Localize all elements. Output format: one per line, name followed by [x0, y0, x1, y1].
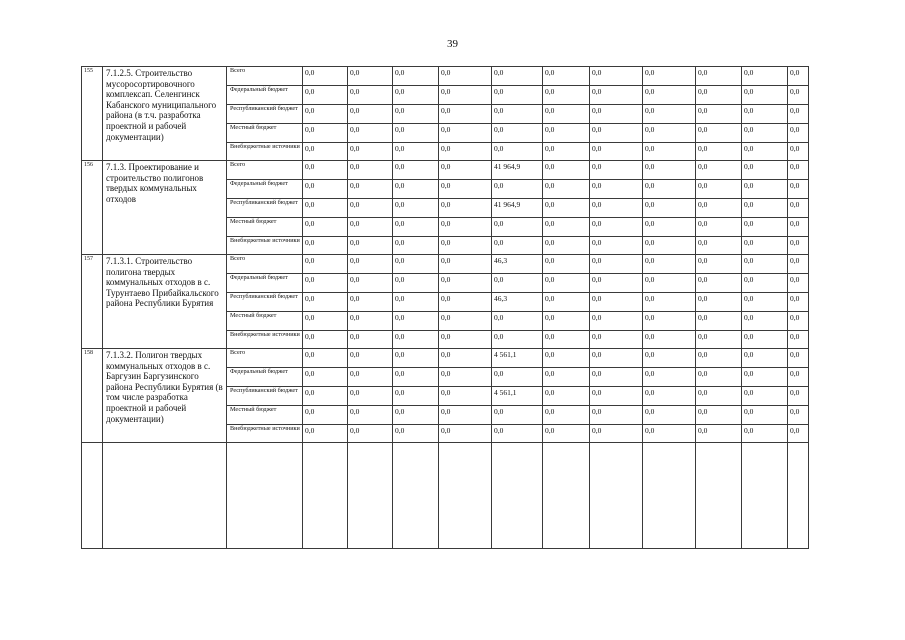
- funding-value: 0,0: [742, 425, 788, 443]
- measure-name: 7.1.3. Проектирование и строительство полигонов твердых коммунальных отходов: [103, 161, 227, 255]
- table-body: [82, 67, 809, 549]
- funding-value: 0,0: [590, 180, 643, 199]
- table-row: [82, 349, 809, 368]
- funding-value: 0,0: [543, 312, 590, 331]
- funding-value: 0,0: [590, 349, 643, 368]
- funding-value: 0,0: [788, 255, 809, 274]
- funding-value: 0,0: [643, 274, 696, 293]
- funding-value: 0,0: [643, 199, 696, 218]
- funding-value: 0,0: [439, 143, 492, 161]
- funding-value: 0,0: [696, 349, 742, 368]
- funding-value: 0,0: [393, 387, 439, 406]
- funding-value: 0,0: [696, 237, 742, 255]
- funding-value: 0,0: [439, 368, 492, 387]
- empty-cell: [492, 443, 543, 549]
- row-number: 158: [82, 349, 103, 443]
- funding-value: 0,0: [590, 161, 643, 180]
- funding-value: 0,0: [439, 387, 492, 406]
- funding-value: 0,0: [742, 387, 788, 406]
- row-number: 157: [82, 255, 103, 349]
- funding-value: 0,0: [788, 237, 809, 255]
- funding-value: 0,0: [348, 143, 393, 161]
- funding-value: 0,0: [696, 161, 742, 180]
- funding-value: 0,0: [696, 86, 742, 105]
- funding-value: 0,0: [590, 293, 643, 312]
- funding-source: Всего: [227, 67, 303, 86]
- funding-source: Федеральный бюджет: [227, 274, 303, 293]
- funding-value: 0,0: [643, 406, 696, 425]
- empty-cell: [227, 443, 303, 549]
- funding-value: 0,0: [643, 218, 696, 237]
- funding-value: 0,0: [543, 105, 590, 124]
- funding-value: 0,0: [348, 368, 393, 387]
- funding-value: 0,0: [393, 349, 439, 368]
- funding-value: 0,0: [492, 312, 543, 331]
- funding-value: 0,0: [303, 124, 348, 143]
- funding-value: 0,0: [303, 312, 348, 331]
- funding-value: 0,0: [643, 425, 696, 443]
- funding-source: Всего: [227, 349, 303, 368]
- funding-value: 0,0: [492, 67, 543, 86]
- funding-value: 0,0: [492, 331, 543, 349]
- funding-value: 0,0: [543, 124, 590, 143]
- funding-value: 0,0: [348, 161, 393, 180]
- funding-source: Местный бюджет: [227, 406, 303, 425]
- funding-value: 0,0: [303, 368, 348, 387]
- funding-source: Внебюджетные источники: [227, 331, 303, 349]
- funding-value: 0,0: [303, 293, 348, 312]
- funding-source: Местный бюджет: [227, 124, 303, 143]
- funding-value: 0,0: [696, 124, 742, 143]
- funding-value: 0,0: [643, 293, 696, 312]
- funding-value: 0,0: [788, 124, 809, 143]
- funding-value: 0,0: [393, 180, 439, 199]
- funding-value: 0,0: [348, 406, 393, 425]
- funding-value: 0,0: [788, 331, 809, 349]
- funding-value: 0,0: [788, 218, 809, 237]
- funding-value: 0,0: [643, 312, 696, 331]
- funding-value: 0,0: [696, 105, 742, 124]
- funding-value: 0,0: [590, 312, 643, 331]
- funding-value: 0,0: [393, 255, 439, 274]
- funding-source: Внебюджетные источники: [227, 143, 303, 161]
- funding-value: 0,0: [643, 180, 696, 199]
- funding-value: 0,0: [590, 368, 643, 387]
- funding-value: 0,0: [742, 349, 788, 368]
- funding-value: 0,0: [696, 180, 742, 199]
- funding-value: 0,0: [348, 124, 393, 143]
- funding-value: 0,0: [393, 293, 439, 312]
- funding-value: 0,0: [590, 199, 643, 218]
- funding-value: 0,0: [543, 274, 590, 293]
- funding-value: 0,0: [643, 349, 696, 368]
- funding-value: 0,0: [348, 218, 393, 237]
- funding-value: 0,0: [788, 293, 809, 312]
- funding-value: 0,0: [742, 331, 788, 349]
- funding-value: 0,0: [303, 387, 348, 406]
- funding-source: Республиканский бюджет: [227, 293, 303, 312]
- funding-value: 0,0: [788, 86, 809, 105]
- budget-table: [81, 66, 809, 549]
- funding-value: 0,0: [492, 218, 543, 237]
- funding-value: 0,0: [439, 199, 492, 218]
- funding-value: 0,0: [439, 180, 492, 199]
- funding-value: 0,0: [393, 218, 439, 237]
- funding-value: 0,0: [643, 161, 696, 180]
- funding-value: 0,0: [788, 199, 809, 218]
- funding-value: 0,0: [348, 237, 393, 255]
- funding-value: 0,0: [543, 161, 590, 180]
- funding-value: 0,0: [643, 67, 696, 86]
- funding-value: 0,0: [742, 86, 788, 105]
- funding-value: 0,0: [788, 274, 809, 293]
- funding-value: 0,0: [303, 255, 348, 274]
- funding-value: 0,0: [696, 143, 742, 161]
- funding-value: 0,0: [303, 349, 348, 368]
- funding-source: Федеральный бюджет: [227, 86, 303, 105]
- funding-value: 0,0: [303, 425, 348, 443]
- funding-source: Республиканский бюджет: [227, 199, 303, 218]
- funding-value: 0,0: [696, 293, 742, 312]
- funding-value: 0,0: [492, 180, 543, 199]
- funding-value: 0,0: [742, 67, 788, 86]
- funding-value: 0,0: [303, 199, 348, 218]
- funding-value: 0,0: [303, 143, 348, 161]
- funding-value: 0,0: [393, 161, 439, 180]
- funding-value: 0,0: [696, 199, 742, 218]
- funding-value: 0,0: [643, 255, 696, 274]
- funding-value: 0,0: [543, 425, 590, 443]
- funding-source: Внебюджетные источники: [227, 425, 303, 443]
- empty-cell: [543, 443, 590, 549]
- funding-value: 0,0: [788, 387, 809, 406]
- empty-cell: [303, 443, 348, 549]
- funding-value: 0,0: [543, 199, 590, 218]
- funding-value: 0,0: [543, 143, 590, 161]
- funding-value: 0,0: [348, 255, 393, 274]
- funding-value: 0,0: [439, 255, 492, 274]
- funding-value: 0,0: [393, 124, 439, 143]
- measure-name: 7.1.3.2. Полигон твердых коммунальных отходов в с. Баргузин Баргузинского района Республики Бурятия (в том числе разработка проектной и рабочей документации): [103, 349, 227, 443]
- funding-value: 0,0: [696, 218, 742, 237]
- funding-source: Республиканский бюджет: [227, 105, 303, 124]
- funding-value: 0,0: [788, 406, 809, 425]
- funding-value: 0,0: [303, 331, 348, 349]
- funding-value: 0,0: [788, 67, 809, 86]
- funding-value: 0,0: [696, 274, 742, 293]
- funding-value: 0,0: [543, 237, 590, 255]
- row-number: 155: [82, 67, 103, 161]
- funding-value: 0,0: [696, 255, 742, 274]
- funding-value: 0,0: [439, 312, 492, 331]
- funding-value: 0,0: [590, 218, 643, 237]
- funding-value: 0,0: [590, 406, 643, 425]
- funding-value: 0,0: [788, 425, 809, 443]
- funding-value: 4 561,1: [492, 349, 543, 368]
- funding-value: 0,0: [590, 331, 643, 349]
- funding-value: 0,0: [348, 105, 393, 124]
- funding-source: Федеральный бюджет: [227, 368, 303, 387]
- funding-value: 0,0: [393, 143, 439, 161]
- funding-value: 0,0: [643, 143, 696, 161]
- funding-value: 0,0: [348, 86, 393, 105]
- funding-value: 0,0: [393, 331, 439, 349]
- funding-value: 41 964,9: [492, 161, 543, 180]
- funding-value: 0,0: [393, 199, 439, 218]
- funding-value: 0,0: [543, 293, 590, 312]
- funding-value: 0,0: [439, 349, 492, 368]
- funding-value: 0,0: [303, 86, 348, 105]
- funding-value: 0,0: [348, 274, 393, 293]
- empty-cell: [788, 443, 809, 549]
- funding-value: 0,0: [696, 406, 742, 425]
- funding-value: 0,0: [492, 143, 543, 161]
- funding-value: 46,3: [492, 255, 543, 274]
- funding-value: 0,0: [393, 406, 439, 425]
- funding-value: 0,0: [742, 237, 788, 255]
- filler-row: [82, 443, 809, 549]
- funding-value: 0,0: [742, 199, 788, 218]
- funding-source: Республиканский бюджет: [227, 387, 303, 406]
- funding-value: 0,0: [788, 312, 809, 331]
- funding-value: 0,0: [590, 86, 643, 105]
- funding-value: 0,0: [393, 425, 439, 443]
- funding-value: 0,0: [742, 180, 788, 199]
- funding-value: 0,0: [393, 274, 439, 293]
- empty-cell: [643, 443, 696, 549]
- funding-value: 0,0: [590, 124, 643, 143]
- funding-value: 0,0: [303, 105, 348, 124]
- measure-name: 7.1.3.1. Строительство полигона твердых коммунальных отходов в с. Турунтаево Прибайкальского района Республики Бурятия: [103, 255, 227, 349]
- funding-value: 0,0: [348, 312, 393, 331]
- funding-value: 0,0: [543, 218, 590, 237]
- funding-value: 0,0: [303, 180, 348, 199]
- funding-value: 0,0: [348, 331, 393, 349]
- funding-value: 0,0: [543, 368, 590, 387]
- funding-value: 0,0: [543, 86, 590, 105]
- funding-value: 0,0: [439, 274, 492, 293]
- funding-value: 0,0: [590, 387, 643, 406]
- funding-value: 0,0: [492, 368, 543, 387]
- page-number: 39: [447, 38, 458, 50]
- funding-value: 0,0: [590, 143, 643, 161]
- funding-value: 0,0: [643, 331, 696, 349]
- funding-value: 0,0: [439, 293, 492, 312]
- funding-value: 0,0: [348, 199, 393, 218]
- funding-value: 0,0: [788, 368, 809, 387]
- funding-value: 0,0: [788, 143, 809, 161]
- funding-value: 0,0: [742, 218, 788, 237]
- funding-value: 0,0: [439, 105, 492, 124]
- funding-value: 0,0: [742, 255, 788, 274]
- funding-value: 0,0: [742, 161, 788, 180]
- funding-value: 0,0: [492, 425, 543, 443]
- funding-value: 0,0: [742, 293, 788, 312]
- funding-value: 0,0: [742, 406, 788, 425]
- funding-value: 0,0: [492, 274, 543, 293]
- funding-value: 0,0: [439, 67, 492, 86]
- funding-value: 0,0: [492, 406, 543, 425]
- funding-value: 0,0: [439, 237, 492, 255]
- funding-value: 0,0: [543, 67, 590, 86]
- funding-value: 0,0: [742, 312, 788, 331]
- funding-value: 0,0: [788, 105, 809, 124]
- funding-value: 0,0: [742, 124, 788, 143]
- funding-value: 0,0: [303, 67, 348, 86]
- funding-value: 0,0: [393, 368, 439, 387]
- funding-value: 0,0: [393, 105, 439, 124]
- empty-cell: [82, 443, 103, 549]
- funding-value: 0,0: [696, 67, 742, 86]
- funding-value: 0,0: [643, 387, 696, 406]
- funding-value: 0,0: [439, 218, 492, 237]
- funding-value: 41 964,9: [492, 199, 543, 218]
- funding-value: 0,0: [492, 237, 543, 255]
- funding-value: 0,0: [643, 86, 696, 105]
- funding-value: 0,0: [348, 349, 393, 368]
- funding-value: 0,0: [590, 425, 643, 443]
- empty-cell: [439, 443, 492, 549]
- funding-value: 0,0: [439, 406, 492, 425]
- empty-cell: [393, 443, 439, 549]
- funding-value: 0,0: [742, 105, 788, 124]
- funding-value: 0,0: [303, 406, 348, 425]
- funding-value: 0,0: [590, 255, 643, 274]
- funding-value: 0,0: [696, 312, 742, 331]
- measure-name: 7.1.2.5. Строительство мусоросортировочного комплексап. Селенгинск Кабанского муниципального района (в т.ч. разработка проектной и рабочей документации): [103, 67, 227, 161]
- funding-value: 0,0: [696, 387, 742, 406]
- funding-value: 0,0: [590, 237, 643, 255]
- funding-value: 0,0: [439, 124, 492, 143]
- table-row: [82, 161, 809, 180]
- funding-value: 0,0: [348, 293, 393, 312]
- funding-value: 0,0: [303, 274, 348, 293]
- funding-value: 0,0: [696, 425, 742, 443]
- funding-value: 0,0: [543, 180, 590, 199]
- funding-value: 0,0: [439, 86, 492, 105]
- funding-source: Всего: [227, 255, 303, 274]
- funding-value: 0,0: [492, 86, 543, 105]
- funding-value: 0,0: [543, 255, 590, 274]
- funding-value: 0,0: [393, 67, 439, 86]
- table-row: [82, 67, 809, 86]
- funding-value: 0,0: [590, 274, 643, 293]
- funding-value: 0,0: [543, 331, 590, 349]
- funding-value: 0,0: [643, 124, 696, 143]
- empty-cell: [742, 443, 788, 549]
- funding-value: 0,0: [439, 425, 492, 443]
- funding-value: 0,0: [742, 274, 788, 293]
- funding-value: 0,0: [492, 124, 543, 143]
- empty-cell: [590, 443, 643, 549]
- funding-value: 0,0: [643, 105, 696, 124]
- funding-value: 0,0: [303, 161, 348, 180]
- funding-value: 4 561,1: [492, 387, 543, 406]
- funding-source: Местный бюджет: [227, 218, 303, 237]
- funding-value: 0,0: [348, 67, 393, 86]
- funding-value: 0,0: [543, 406, 590, 425]
- funding-value: 0,0: [788, 161, 809, 180]
- table-row: [82, 255, 809, 274]
- funding-value: 0,0: [742, 368, 788, 387]
- funding-value: 0,0: [303, 237, 348, 255]
- empty-cell: [348, 443, 393, 549]
- funding-value: 0,0: [393, 237, 439, 255]
- funding-value: 0,0: [696, 331, 742, 349]
- empty-cell: [103, 443, 227, 549]
- funding-value: 0,0: [643, 368, 696, 387]
- funding-value: 0,0: [643, 237, 696, 255]
- funding-source: Местный бюджет: [227, 312, 303, 331]
- funding-value: 0,0: [492, 105, 543, 124]
- funding-value: 0,0: [348, 180, 393, 199]
- funding-source: Всего: [227, 161, 303, 180]
- funding-value: 0,0: [742, 143, 788, 161]
- funding-value: 0,0: [348, 425, 393, 443]
- empty-cell: [696, 443, 742, 549]
- funding-value: 0,0: [590, 67, 643, 86]
- funding-source: Федеральный бюджет: [227, 180, 303, 199]
- funding-value: 0,0: [439, 331, 492, 349]
- funding-value: 0,0: [393, 312, 439, 331]
- funding-value: 0,0: [439, 161, 492, 180]
- funding-value: 0,0: [788, 180, 809, 199]
- funding-value: 0,0: [543, 349, 590, 368]
- funding-value: 0,0: [348, 387, 393, 406]
- funding-value: 0,0: [788, 349, 809, 368]
- row-number: 156: [82, 161, 103, 255]
- funding-value: 0,0: [543, 387, 590, 406]
- funding-source: Внебюджетные источники: [227, 237, 303, 255]
- funding-value: 46,3: [492, 293, 543, 312]
- funding-value: 0,0: [696, 368, 742, 387]
- funding-value: 0,0: [393, 86, 439, 105]
- funding-value: 0,0: [590, 105, 643, 124]
- funding-value: 0,0: [303, 218, 348, 237]
